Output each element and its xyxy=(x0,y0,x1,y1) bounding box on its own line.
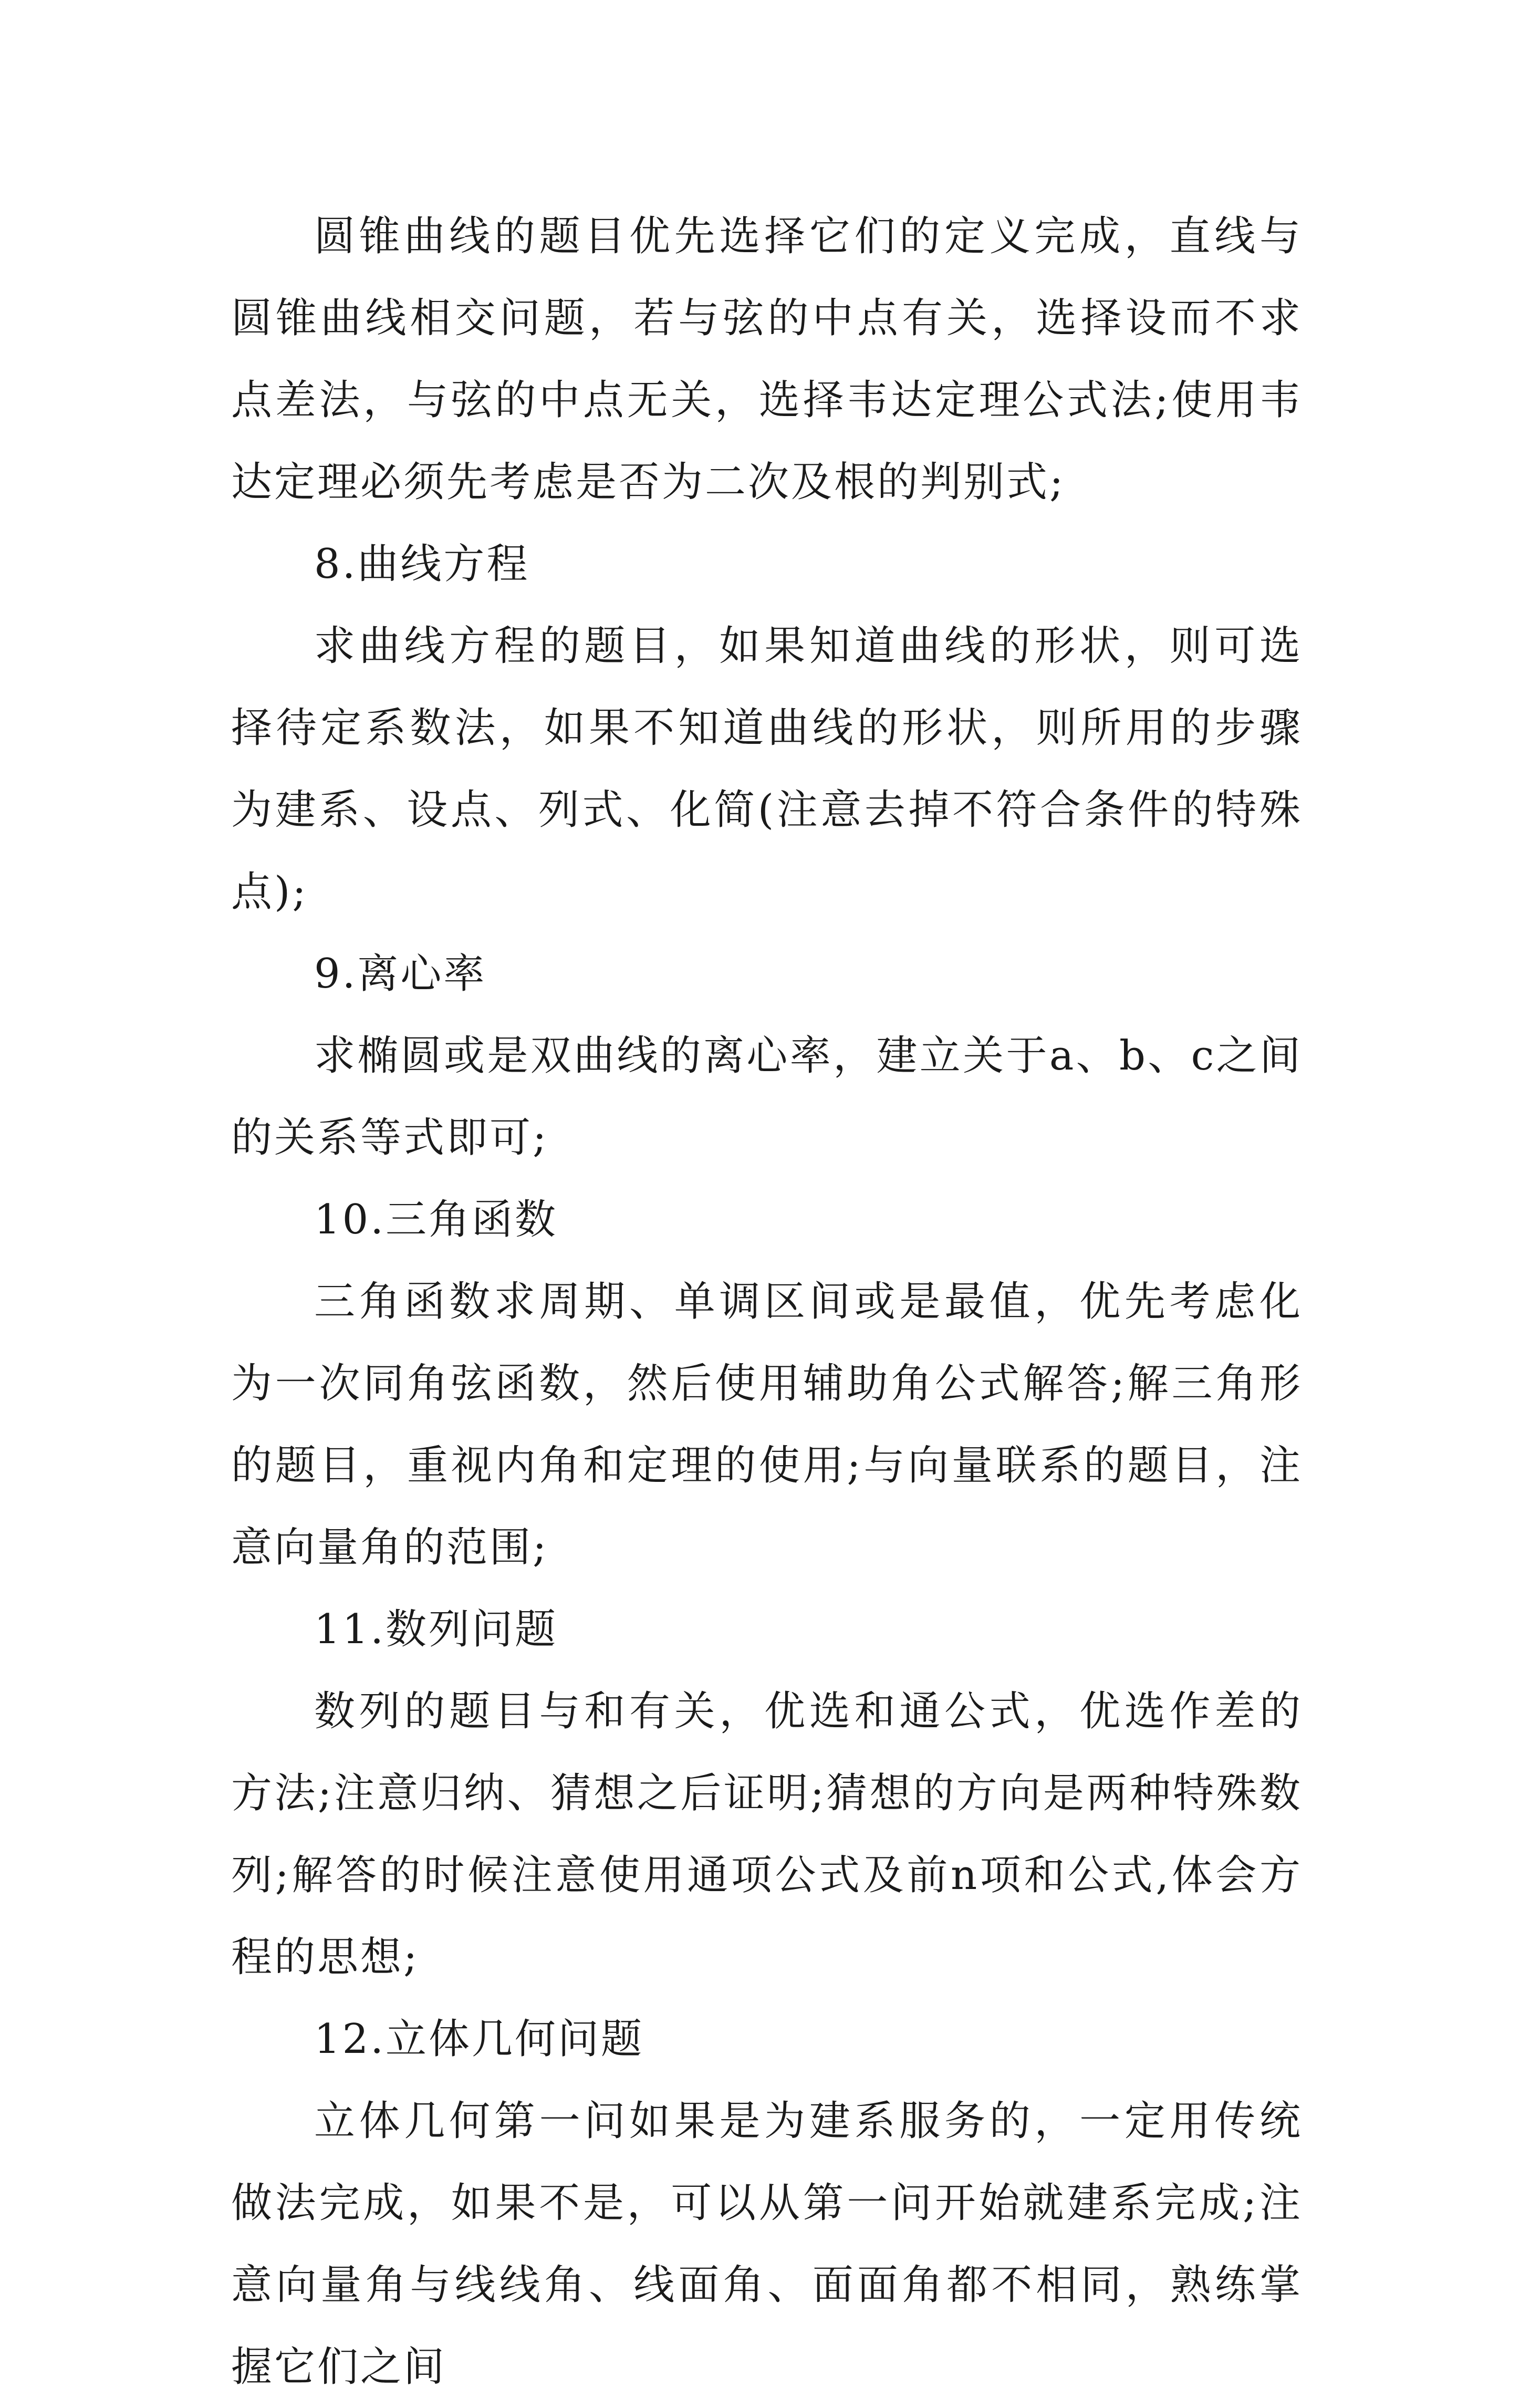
document-body xyxy=(231,195,1303,2408)
heading-sequences: 11.数列问题 xyxy=(314,1606,558,1653)
heading-eccentricity: 9.离心率 xyxy=(314,950,487,998)
heading-solid-geometry: 12.立体几何问题 xyxy=(314,2016,644,2063)
paragraph-solid-geometry: 立体几何第一问如果是为建系服务的，一定用传统做法完成，如果不是，可以从第一问开始就建系完成;注意向量角与线线角、线面角、面面角都不相同，熟练掌握它们之间 xyxy=(231,2098,1303,2391)
paragraph-curve-equation: 求曲线方程的题目，如果知道曲线的形状，则可选择待定系数法，如果不知道曲线的形状，则所用的步骤为建系、设点、列式、化简(注意去掉不符合条件的特殊点); xyxy=(231,622,1303,916)
paragraph-sequences: 数列的题目与和有关，优选和通公式，优选作差的方法;注意归纳、猜想之后证明;猜想的方向是两种特殊数列;解答的时候注意使用通项公式及前n项和公式,体会方程的思想; xyxy=(231,1688,1303,1981)
heading-trigonometry: 10.三角函数 xyxy=(314,1196,558,1243)
paragraph-eccentricity: 求椭圆或是双曲线的离心率，建立关于a、b、c之间的关系等式即可; xyxy=(231,1032,1303,1161)
heading-curve-equation: 8.曲线方程 xyxy=(314,541,530,588)
paragraph-trigonometry: 三角函数求周期、单调区间或是最值，优先考虑化为一次同角弦函数，然后使用辅助角公式解答;解三角形的题目，重视内角和定理的使用;与向量联系的题目，注意向量角的范围; xyxy=(231,1278,1303,1571)
paragraph-conic-sections: 圆锥曲线的题目优先选择它们的定义完成，直线与圆锥曲线相交问题，若与弦的中点有关，选择设而不求点差法，与弦的中点无关，选择韦达定理公式法;使用韦达定理必须先考虑是否为二次及根的判别式; xyxy=(231,213,1303,506)
